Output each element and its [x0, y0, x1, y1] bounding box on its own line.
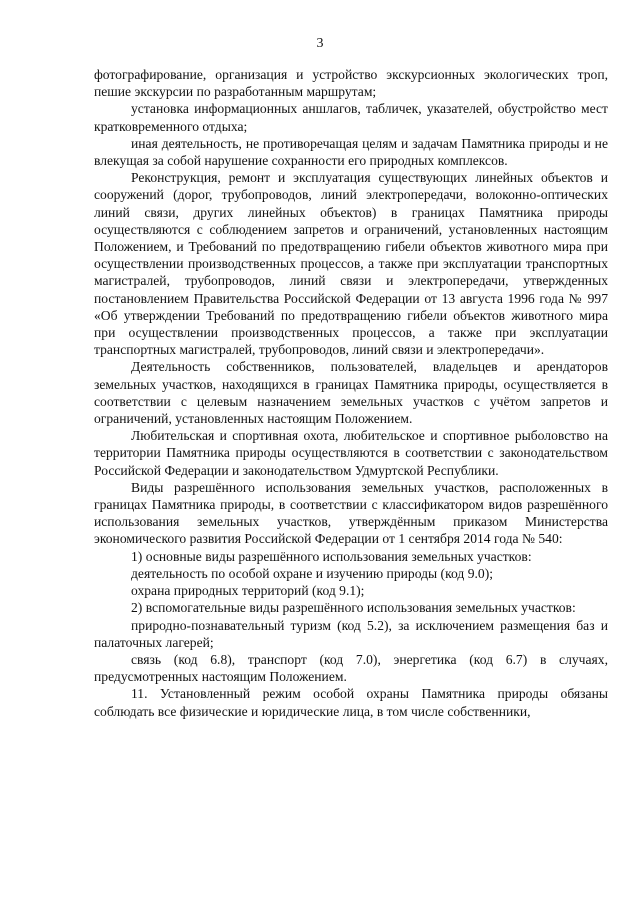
list-item-nature-protection: деятельность по особой охране и изучению природы (код 9.0); — [131, 565, 494, 581]
paragraph-excursions: фотографирование, организация и устройство экскурсионных экологических троп, пешие экскурсии по разработанным маршрутам; — [94, 67, 608, 100]
paragraph-linear-objects: Реконструкция, ремонт и эксплуатация существующих линейных объектов и сооружений (дорог, трубопроводов, линий электропередачи, волоконно-оптических линий связи, других линейных объектов) в границах Памятника природы осуществляются с соблюдением запретов и ограничений, установленных настоящим Положением, и Требований по предотвращению гибели объектов животного мира при осуществлении производственных процессов, а также при эксплуатации транспортных магистралей, трубопроводов, линий связи и электропередачи, утвержденных постановлением Правительства Российской Федерации от 13 августа 1996 года № 997 «Об утверждении Требований по предотвращению гибели объектов животного мира при осуществлении производственных процессов, а также при эксплуатации транспортных магистралей, трубопроводов, линий связи и электропередачи». — [94, 170, 608, 358]
list-item-tourism: природно-познавательный туризм (код 5.2), за исключением размещения баз и палаточных лагерей; — [94, 617, 608, 650]
paragraph-hunting-fishing: Любительская и спортивная охота, любительское и спортивное рыболовство на территории Памятника природы осуществляются в соответствии с законодательством Российской Федерации и законодательством Удмуртской Республики. — [94, 428, 608, 478]
page-number: 3 — [316, 36, 324, 51]
list-item-auxiliary-uses: 2) вспомогательные виды разрешённого использования земельных участков: — [131, 600, 576, 616]
list-item-main-uses: 1) основные виды разрешённого использования земельных участков: — [131, 548, 532, 564]
paragraph-land-use-types: Виды разрешённого использования земельных участков, расположенных в границах Памятника природы, в соответствии с классификатором видов разрешённого использования земельных участков, утверждённым приказом Министерства экономического развития Российской Федерации от 1 сентября 2014 года № 540: — [94, 479, 608, 547]
paragraph-signs: установка информационных аншлагов, табличек, указателей, обустройство мест кратковременного отдыха; — [94, 101, 608, 134]
paragraph-other-activity: иная деятельность, не противоречащая целям и задачам Памятника природы и не влекущая за собой нарушение сохранности его природных комплексов. — [94, 135, 608, 169]
document-body — [94, 66, 608, 720]
paragraph-land-owners: Деятельность собственников, пользователей, владельцев и арендаторов земельных участков, находящихся в границах Памятника природы, осуществляется в соответствии с целевым назначением земельных участков с учётом запретов и ограничений, установленных настоящим Положением. — [94, 359, 608, 427]
list-item-communications: связь (код 6.8), транспорт (код 7.0), энергетика (код 6.7) в случаях, предусмотренных настоящим Положением. — [94, 651, 608, 685]
list-item-territory-protection: охрана природных территорий (код 9.1); — [131, 583, 365, 599]
paragraph-section-11: 11. Установленный режим особой охраны Памятника природы обязаны соблюдать все физические и юридические лица, в том числе собственники, — [94, 686, 608, 719]
